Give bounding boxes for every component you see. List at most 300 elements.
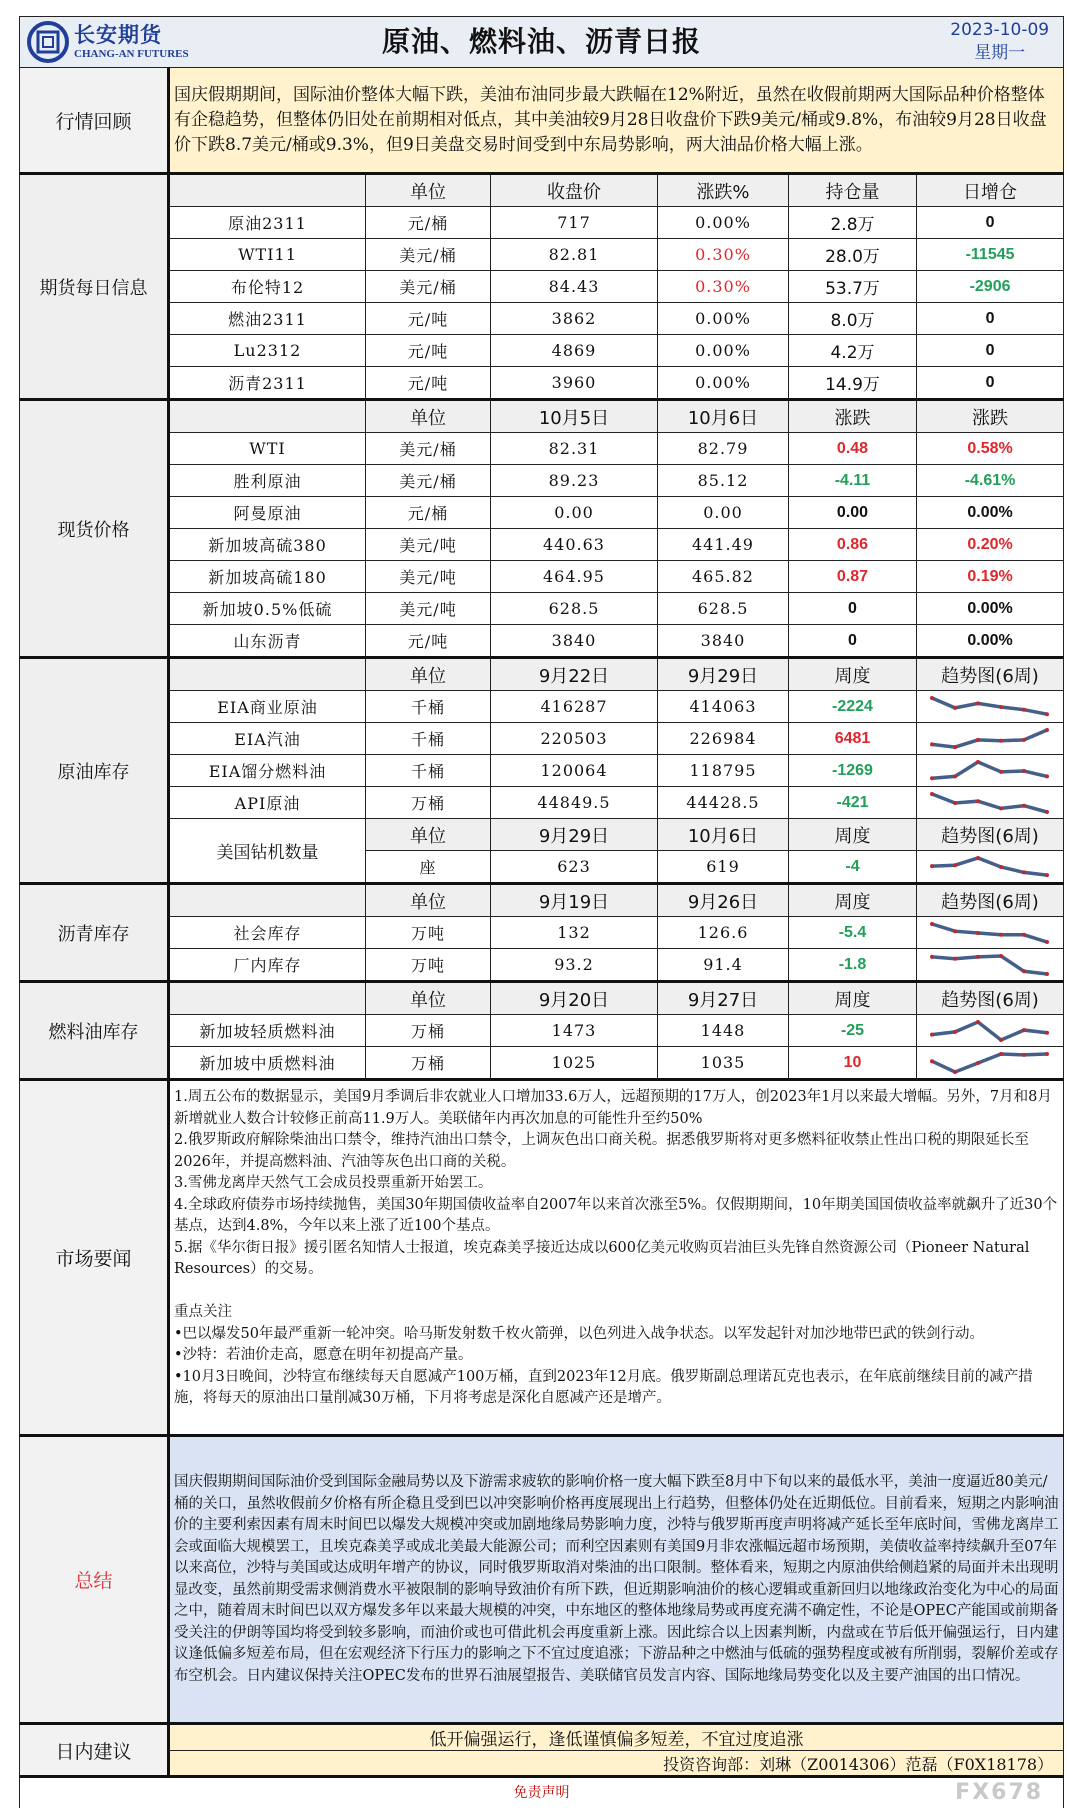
- cell-value-d: 0: [917, 207, 1064, 239]
- trend-chart: [926, 952, 1054, 978]
- trend-point: [953, 863, 957, 867]
- summary-text: 国庆假期期间国际油价受到国际金融局势以及下游需求疲软的影响价格一度大幅下跌至8月中下旬以来的最低水平，美油一度逼近80美元/桶的关口，虽然收假前夕价格有所企稳且受到巴以冲突影响价格再度展现出上行趋势，但整体仍处在近期低位。目前看来，短期之内影响油价的主要利索因素有周末时间巴以爆发大规模冲突或加剧地缘局势影响力度，沙特与俄罗斯再度声明将减产延长至年底时间，雪佛龙离岸工会或面临大规模罢工，且埃克森美孚或成北美最大能源公司；而利空因素则有美国9月非农涨幅远超市场预期，美债收益率持续飙升至07年以来高位，沙特与美国或达成明年增产的协议，同时俄罗斯取消对柴油的出口限制。整体看来，短期之内原油供给侧趋紧的局面并未出现明显改变，虽然前期受需求侧消费水平被限制的影响导致油价有所下跌，但近期影响油价的核心逻辑或重新回归以地缘政治变化为中心的局面之中，随着周末时间巴以双方爆发多年以来最大规模的冲突，中东地区的整体地缘局势或再度充满不确定性，不论是OPEC产能国或前期备受关注的伊朗等国均将受到较多影响，而油价或也可借此机会再度重新上涨。因此综合以上因素判断，内盘或在节后低开偏强运行，日内建议逢低偏多短差布局，但在宏观经济下行压力的影响之下不宜过度追涨；下游品种之中燃油与低硫的强势程度或被有所削弱，裂解价差或存布空机会。日内建议保持关注OPEC发布的世界石油展望报告、美联储官员发言内容、国际地缘局势变化以及主要产油国的出口情况。: [169, 1436, 1064, 1724]
- trend-point: [999, 1052, 1003, 1056]
- header-value-a: 9月22日: [491, 658, 658, 691]
- table-row: [20, 787, 1064, 819]
- table-row: [20, 1047, 1064, 1080]
- trend-point: [999, 705, 1003, 709]
- cell-value-c: 2.8万: [789, 207, 917, 239]
- trend-point: [1045, 1030, 1049, 1034]
- table-header-row: [20, 658, 1064, 691]
- trend-point: [999, 1038, 1003, 1042]
- cell-value-b: 619: [658, 851, 789, 884]
- trend-point: [930, 792, 934, 796]
- trend-point: [976, 760, 980, 764]
- header-item-name: [169, 658, 366, 691]
- cell-value-a: 3840: [491, 625, 658, 658]
- trend-chart: [926, 790, 1054, 816]
- cell-unit: 元/吨: [366, 367, 491, 400]
- trend-point: [1045, 728, 1049, 732]
- trend-point: [953, 801, 957, 805]
- trend-point: [953, 774, 957, 778]
- cell-item-name: 美国钻机数量: [169, 819, 366, 884]
- cell-value-d: -2906: [917, 271, 1064, 303]
- table-row: [20, 593, 1064, 625]
- report-header-row: [20, 17, 1064, 68]
- table-row: [20, 949, 1064, 982]
- cell-value-c: 4.2万: [789, 335, 917, 367]
- trend-point: [953, 929, 957, 933]
- trend-point: [976, 701, 980, 705]
- cell-unit: 万桶: [366, 1015, 491, 1047]
- trend-sparkline: [917, 755, 1064, 787]
- trend-sparkline: [917, 787, 1064, 819]
- chang-an-logo-icon: [26, 20, 70, 64]
- disclaimer-link[interactable]: 免责声明: [514, 1785, 570, 1801]
- cell-value-b: 118795: [658, 755, 789, 787]
- header-value-b: 涨跌%: [658, 174, 789, 207]
- review-text: 国庆假期期间，国际油价整体大幅下跌，美油布油同步最大跌幅在12%附近，虽然在收假前期两大国际品种价格整体有企稳趋势，但整体仍旧处在前期相对低点，其中美油较9月28日收盘价下跌9美元/桶或9.8%，布油较9月28日收盘价下跌8.7美元/桶或9.3%，但9日美盘交易时间受到中东局势影响，两大油品价格大幅上涨。: [169, 68, 1064, 174]
- cell-unit: 万桶: [366, 787, 491, 819]
- table-row: [20, 561, 1064, 593]
- summary-row: [20, 1436, 1064, 1724]
- table-row: [20, 433, 1064, 465]
- cell-value-a: 1473: [491, 1015, 658, 1047]
- cell-value-c: 0.00: [789, 497, 917, 529]
- news-label: 市场要闻: [20, 1080, 169, 1436]
- cell-value-c: -25: [789, 1015, 917, 1047]
- cell-value-a: 416287: [491, 691, 658, 723]
- cell-value-b: 3840: [658, 625, 789, 658]
- trend-point: [999, 769, 1003, 773]
- header-item-name: [169, 982, 366, 1015]
- trend-point: [976, 799, 980, 803]
- table-row: [20, 529, 1064, 561]
- cell-value-b: 226984: [658, 723, 789, 755]
- cell-value-b: 82.79: [658, 433, 789, 465]
- cell-unit: 千桶: [366, 755, 491, 787]
- table-row: [20, 303, 1064, 335]
- cell-item-name: 沥青2311: [169, 367, 366, 400]
- trend-point: [1022, 932, 1026, 936]
- suggestion-text: 低开偏强运行，逢低谨慎偏多短差，不宜过度追涨: [169, 1724, 1064, 1751]
- table-header-row: [20, 884, 1064, 917]
- trend-sparkline: [917, 949, 1064, 982]
- logo-english-name: CHANG-AN FUTURES: [74, 47, 189, 61]
- cell-value-d: 0: [917, 303, 1064, 335]
- trend-point: [999, 806, 1003, 810]
- cell-value-d: -11545: [917, 239, 1064, 271]
- trend-point: [1022, 803, 1026, 807]
- cell-value-a: 93.2: [491, 949, 658, 982]
- report-header: [20, 17, 1064, 68]
- trend-point: [1022, 769, 1026, 773]
- trend-chart: [926, 1018, 1054, 1044]
- trend-point: [953, 745, 957, 749]
- header-value-d: 日增仓: [917, 174, 1064, 207]
- cell-unit: 千桶: [366, 691, 491, 723]
- cell-unit: 万吨: [366, 917, 491, 949]
- cell-unit: 单位: [366, 819, 491, 851]
- cell-unit: 元/吨: [366, 335, 491, 367]
- weekday-text: 星期一: [950, 42, 1049, 65]
- table-row: [20, 465, 1064, 497]
- cell-value-b: 628.5: [658, 593, 789, 625]
- cell-value-b: 441.49: [658, 529, 789, 561]
- cell-item-name: 新加坡中质燃料油: [169, 1047, 366, 1080]
- cell-value-a: 220503: [491, 723, 658, 755]
- cell-value-c: 0.86: [789, 529, 917, 561]
- header-unit: 单位: [366, 658, 491, 691]
- cell-value-a: 82.81: [491, 239, 658, 271]
- cell-value-c: -1.8: [789, 949, 917, 982]
- cell-item-name: 厂内库存: [169, 949, 366, 982]
- trend-point: [976, 1061, 980, 1065]
- cell-value-b: 0.00%: [658, 335, 789, 367]
- section-label: 燃料油库存: [20, 982, 169, 1080]
- cell-item-name: 新加坡高硫180: [169, 561, 366, 593]
- review-label: 行情回顾: [20, 68, 169, 174]
- cell-value-c: -5.4: [789, 917, 917, 949]
- header-unit: 单位: [366, 982, 491, 1015]
- cell-value-d: 0.00%: [917, 593, 1064, 625]
- trend-point: [1045, 972, 1049, 976]
- suggestion-label: 日内建议: [20, 1724, 169, 1777]
- cell-value-a: 464.95: [491, 561, 658, 593]
- table-row: [20, 335, 1064, 367]
- trend-chart: [926, 920, 1054, 946]
- trend-line: [932, 956, 1047, 974]
- trend-point: [1045, 810, 1049, 814]
- news-paragraph: 2.俄罗斯政府解除柴油出口禁令，维持汽油出口禁令，上调灰色出口商关税。据悉俄罗斯将对更多燃料征收禁止性出口税的期限延长至2026年，并提高燃料油、汽油等灰色出口商的关税。: [174, 1130, 1059, 1173]
- trend-chart: [926, 694, 1054, 720]
- news-paragraph: 4.全球政府债券市场持续抛售，美国30年期国债收益率自2007年以来首次涨至5%。仅假期期间，10年期美国国债收益率就飙升了近30个基点，达到4.8%，今年以来上涨了近100个基点。: [174, 1195, 1059, 1238]
- trend-sparkline: [917, 1015, 1064, 1047]
- header-value-c: 持仓量: [789, 174, 917, 207]
- cell-value-d: 0.58%: [917, 433, 1064, 465]
- header-unit: 单位: [366, 400, 491, 433]
- summary-label: 总结: [20, 1436, 169, 1724]
- trend-line: [932, 1054, 1047, 1072]
- cell-value-a: 1025: [491, 1047, 658, 1080]
- section-label: 沥青库存: [20, 884, 169, 982]
- trend-line: [932, 698, 1047, 714]
- trend-point: [1045, 712, 1049, 716]
- header-value-c: 周度: [789, 982, 917, 1015]
- trend-point: [1045, 940, 1049, 944]
- table-row: [20, 367, 1064, 400]
- news-paragraph: 1.周五公布的数据显示，美国9月季调后非农就业人口增加33.6万人，远超预期的17万人，创2023年1月以来最大增幅。另外，7月和8月新增就业人数合计较修正前高11.9万人。美联储年内再次加息的可能性升至约50%: [174, 1087, 1059, 1130]
- cell-unit: 美元/吨: [366, 593, 491, 625]
- cell-value-a: 44849.5: [491, 787, 658, 819]
- cell-unit: 美元/桶: [366, 239, 491, 271]
- news-paragraph: 重点关注: [174, 1302, 1059, 1324]
- cell-value-c: 53.7万: [789, 271, 917, 303]
- cell-item-name: 山东沥青: [169, 625, 366, 658]
- header-value-d: 趋势图(6周): [917, 884, 1064, 917]
- cell-value-c: 6481: [789, 723, 917, 755]
- news-paragraph: [174, 1281, 1059, 1303]
- cell-value-c: -2224: [789, 691, 917, 723]
- cell-unit: 元/吨: [366, 625, 491, 658]
- trend-sparkline: [917, 691, 1064, 723]
- news-content: [169, 1080, 1064, 1436]
- cell-item-name: 布伦特12: [169, 271, 366, 303]
- table-header-row: [20, 982, 1064, 1015]
- cell-item-name: 新加坡0.5%低硫: [169, 593, 366, 625]
- cell-value-a: 623: [491, 851, 658, 884]
- trend-point: [999, 932, 1003, 936]
- header-value-c: 周度: [789, 658, 917, 691]
- cell-value-c: 8.0万: [789, 303, 917, 335]
- cell-value-a: 82.31: [491, 433, 658, 465]
- trend-line: [932, 1022, 1047, 1040]
- trend-point: [1022, 707, 1026, 711]
- trend-point: [1022, 969, 1026, 973]
- cell-item-name: WTI: [169, 433, 366, 465]
- trend-chart: [926, 1050, 1054, 1076]
- cell-value-b: 44428.5: [658, 787, 789, 819]
- suggestion-row: [20, 1724, 1064, 1751]
- cell-value-c: -4: [789, 851, 917, 884]
- trend-sparkline: [917, 851, 1064, 884]
- daily-report-table: [19, 16, 1064, 1808]
- section-label: 期货每日信息: [20, 174, 169, 400]
- header-value-a: 10月5日: [491, 400, 658, 433]
- trend-point: [930, 922, 934, 926]
- cell-unit: 万吨: [366, 949, 491, 982]
- cell-value-d: 0: [917, 367, 1064, 400]
- trend-point: [953, 956, 957, 960]
- header-value-c: 周度: [789, 884, 917, 917]
- cell-value-a: 3960: [491, 367, 658, 400]
- table-row: [20, 239, 1064, 271]
- header-value-d: 趋势图(6周): [917, 658, 1064, 691]
- header-value-b: 10月6日: [658, 400, 789, 433]
- cell-value-b: 414063: [658, 691, 789, 723]
- watermark: FX678: [955, 1778, 1043, 1808]
- trend-chart: [926, 726, 1054, 752]
- header-item-name: [169, 174, 366, 207]
- cell-value-c: -1269: [789, 755, 917, 787]
- trend-point: [930, 1032, 934, 1036]
- trend-point: [930, 742, 934, 746]
- cell-unit: 千桶: [366, 723, 491, 755]
- cell-item-name: 原油2311: [169, 207, 366, 239]
- cell-item-name: 燃油2311: [169, 303, 366, 335]
- cell-value-a: 3862: [491, 303, 658, 335]
- cell-value-c: -4.11: [789, 465, 917, 497]
- header-item-name: [169, 400, 366, 433]
- cell-value-c: 0: [789, 593, 917, 625]
- cell-value-d: -4.61%: [917, 465, 1064, 497]
- cell-value-d: 0.00%: [917, 625, 1064, 658]
- cell-item-name: 新加坡高硫380: [169, 529, 366, 561]
- table-row: [20, 917, 1064, 949]
- header-value-a: 收盘价: [491, 174, 658, 207]
- table-row: [20, 819, 1064, 851]
- table-header-row: [20, 174, 1064, 207]
- trend-point: [1022, 870, 1026, 874]
- trend-point: [976, 931, 980, 935]
- trend-point: [930, 776, 934, 780]
- news-row: [20, 1080, 1064, 1436]
- section-label: 现货价格: [20, 400, 169, 658]
- trend-point: [930, 864, 934, 868]
- cell-value-c: 周度: [789, 819, 917, 851]
- review-row: [20, 68, 1064, 174]
- trend-point: [976, 954, 980, 958]
- cell-value-a: 628.5: [491, 593, 658, 625]
- cell-unit: 美元/桶: [366, 433, 491, 465]
- cell-value-c: 0.48: [789, 433, 917, 465]
- logo-chinese-name: 长安期货: [74, 23, 162, 47]
- cell-value-a: 717: [491, 207, 658, 239]
- section-label: 原油库存: [20, 658, 169, 884]
- trend-chart: [926, 758, 1054, 784]
- table-header-row: [20, 400, 1064, 433]
- cell-value-a: 0.00: [491, 497, 658, 529]
- cell-unit: 美元/桶: [366, 465, 491, 497]
- trend-line: [932, 924, 1047, 942]
- header-value-a: 9月19日: [491, 884, 658, 917]
- cell-value-b: 0.00%: [658, 303, 789, 335]
- trend-sparkline: [917, 723, 1064, 755]
- cell-item-name: WTI11: [169, 239, 366, 271]
- cell-item-name: EIA汽油: [169, 723, 366, 755]
- header-value-b: 9月26日: [658, 884, 789, 917]
- header-value-b: 9月27日: [658, 982, 789, 1015]
- trend-sparkline: [917, 917, 1064, 949]
- trend-point: [1022, 737, 1026, 741]
- header-value-d: 涨跌: [917, 400, 1064, 433]
- cell-value-a: 440.63: [491, 529, 658, 561]
- trend-point: [999, 738, 1003, 742]
- advisors-text: 投资咨询部：刘琳（Z0014306）范磊（F0X18178）: [169, 1751, 1064, 1777]
- trend-point: [930, 954, 934, 958]
- table-row: [20, 497, 1064, 529]
- news-paragraph: 5.据《华尔街日报》援引匿名知情人士报道，埃克森美孚接近达成以600亿美元收购页岩油巨头先锋自然资源公司（Pioneer Natural Resources）的交易。: [174, 1238, 1059, 1281]
- trend-point: [1045, 774, 1049, 778]
- cell-unit: 元/桶: [366, 207, 491, 239]
- cell-value-c: 14.9万: [789, 367, 917, 400]
- disclaimer-cell: [20, 1777, 1064, 1808]
- cell-value-d: 0.00%: [917, 497, 1064, 529]
- header-unit: 单位: [366, 884, 491, 917]
- cell-value-c: -421: [789, 787, 917, 819]
- header-item-name: [169, 884, 366, 917]
- cell-value-b: 1448: [658, 1015, 789, 1047]
- trend-point: [999, 865, 1003, 869]
- trend-point: [1022, 1028, 1026, 1032]
- cell-item-name: 胜利原油: [169, 465, 366, 497]
- cell-unit: 万桶: [366, 1047, 491, 1080]
- news-paragraph: •10月3日晚间，沙特宣布继续每天自愿减产100万桶，直到2023年12月底。俄罗斯副总理诺瓦克也表示，在年底前继续目前的减产措施，将每天的原油出口量削减30万桶，下月将考虑是深化自愿减产还是增产。: [174, 1367, 1059, 1410]
- cell-item-name: API原油: [169, 787, 366, 819]
- trend-point: [1022, 1052, 1026, 1056]
- trend-sparkline: [917, 1047, 1064, 1080]
- cell-unit: 元/吨: [366, 303, 491, 335]
- trend-point: [930, 696, 934, 700]
- cell-value-b: 0.00%: [658, 207, 789, 239]
- table-row: [20, 207, 1064, 239]
- header-value-b: 9月29日: [658, 658, 789, 691]
- trend-point: [976, 1020, 980, 1024]
- trend-chart: [926, 854, 1054, 880]
- cell-unit: 元/桶: [366, 497, 491, 529]
- cell-value-b: 0.30%: [658, 271, 789, 303]
- trend-point: [976, 737, 980, 741]
- cell-value-c: 10: [789, 1047, 917, 1080]
- cell-item-name: EIA馏分燃料油: [169, 755, 366, 787]
- table-row: [20, 723, 1064, 755]
- trend-line: [932, 762, 1047, 778]
- trend-line: [932, 794, 1047, 812]
- cell-item-name: 新加坡轻质燃料油: [169, 1015, 366, 1047]
- trend-line: [932, 730, 1047, 747]
- trend-point: [999, 954, 1003, 958]
- cell-value-b: 0.00%: [658, 367, 789, 400]
- cell-unit: 美元/吨: [366, 529, 491, 561]
- news-paragraph: •沙特：若油价走高，愿意在明年初提高产量。: [174, 1345, 1059, 1367]
- cell-item-name: EIA商业原油: [169, 691, 366, 723]
- report-date: [950, 19, 1049, 65]
- disclaimer-row: [20, 1777, 1064, 1808]
- company-logo: [26, 20, 189, 64]
- header-value-d: 趋势图(6周): [917, 982, 1064, 1015]
- table-row: [20, 1015, 1064, 1047]
- table-row: [20, 755, 1064, 787]
- cell-unit: 美元/桶: [366, 271, 491, 303]
- cell-value-c: 0: [789, 625, 917, 658]
- header-value-a: 9月20日: [491, 982, 658, 1015]
- trend-point: [953, 1029, 957, 1033]
- cell-value-a: 89.23: [491, 465, 658, 497]
- cell-value-b: 1035: [658, 1047, 789, 1080]
- cell-value-c: 28.0万: [789, 239, 917, 271]
- cell-item-name: 阿曼原油: [169, 497, 366, 529]
- table-row: [20, 271, 1064, 303]
- cell-value-b: 0.30%: [658, 239, 789, 271]
- cell-value-d: 0.20%: [917, 529, 1064, 561]
- cell-value-b: 126.6: [658, 917, 789, 949]
- header-value-c: 涨跌: [789, 400, 917, 433]
- cell-value-a: 4869: [491, 335, 658, 367]
- cell-value-b: 465.82: [658, 561, 789, 593]
- news-paragraph: •巴以爆发50年最严重新一轮冲突。哈马斯发射数千枚火箭弹，以色列进入战争状态。以军发起针对加沙地带巴武的铁剑行动。: [174, 1324, 1059, 1346]
- cell-value-a: 132: [491, 917, 658, 949]
- trend-point: [976, 856, 980, 860]
- table-row: [20, 625, 1064, 658]
- cell-value-a: 84.43: [491, 271, 658, 303]
- cell-value-b: 91.4: [658, 949, 789, 982]
- cell-item-name: 社会库存: [169, 917, 366, 949]
- cell-value-b: 0.00: [658, 497, 789, 529]
- report-title: 原油、燃料油、沥青日报: [382, 25, 701, 58]
- cell-value-d: 趋势图(6周): [917, 819, 1064, 851]
- cell-item-name: Lu2312: [169, 335, 366, 367]
- cell-value-a: 120064: [491, 755, 658, 787]
- trend-point: [953, 1070, 957, 1074]
- cell-value-d: 0: [917, 335, 1064, 367]
- advisors-row: [20, 1751, 1064, 1777]
- cell-value-b: 10月6日: [658, 819, 789, 851]
- date-text: 2023-10-09: [950, 19, 1049, 42]
- trend-point: [1045, 873, 1049, 877]
- cell-value-b: 85.12: [658, 465, 789, 497]
- cell-unit: 座: [366, 851, 491, 884]
- news-paragraph: 3.雪佛龙离岸天然气工会成员投票重新开始罢工。: [174, 1173, 1059, 1195]
